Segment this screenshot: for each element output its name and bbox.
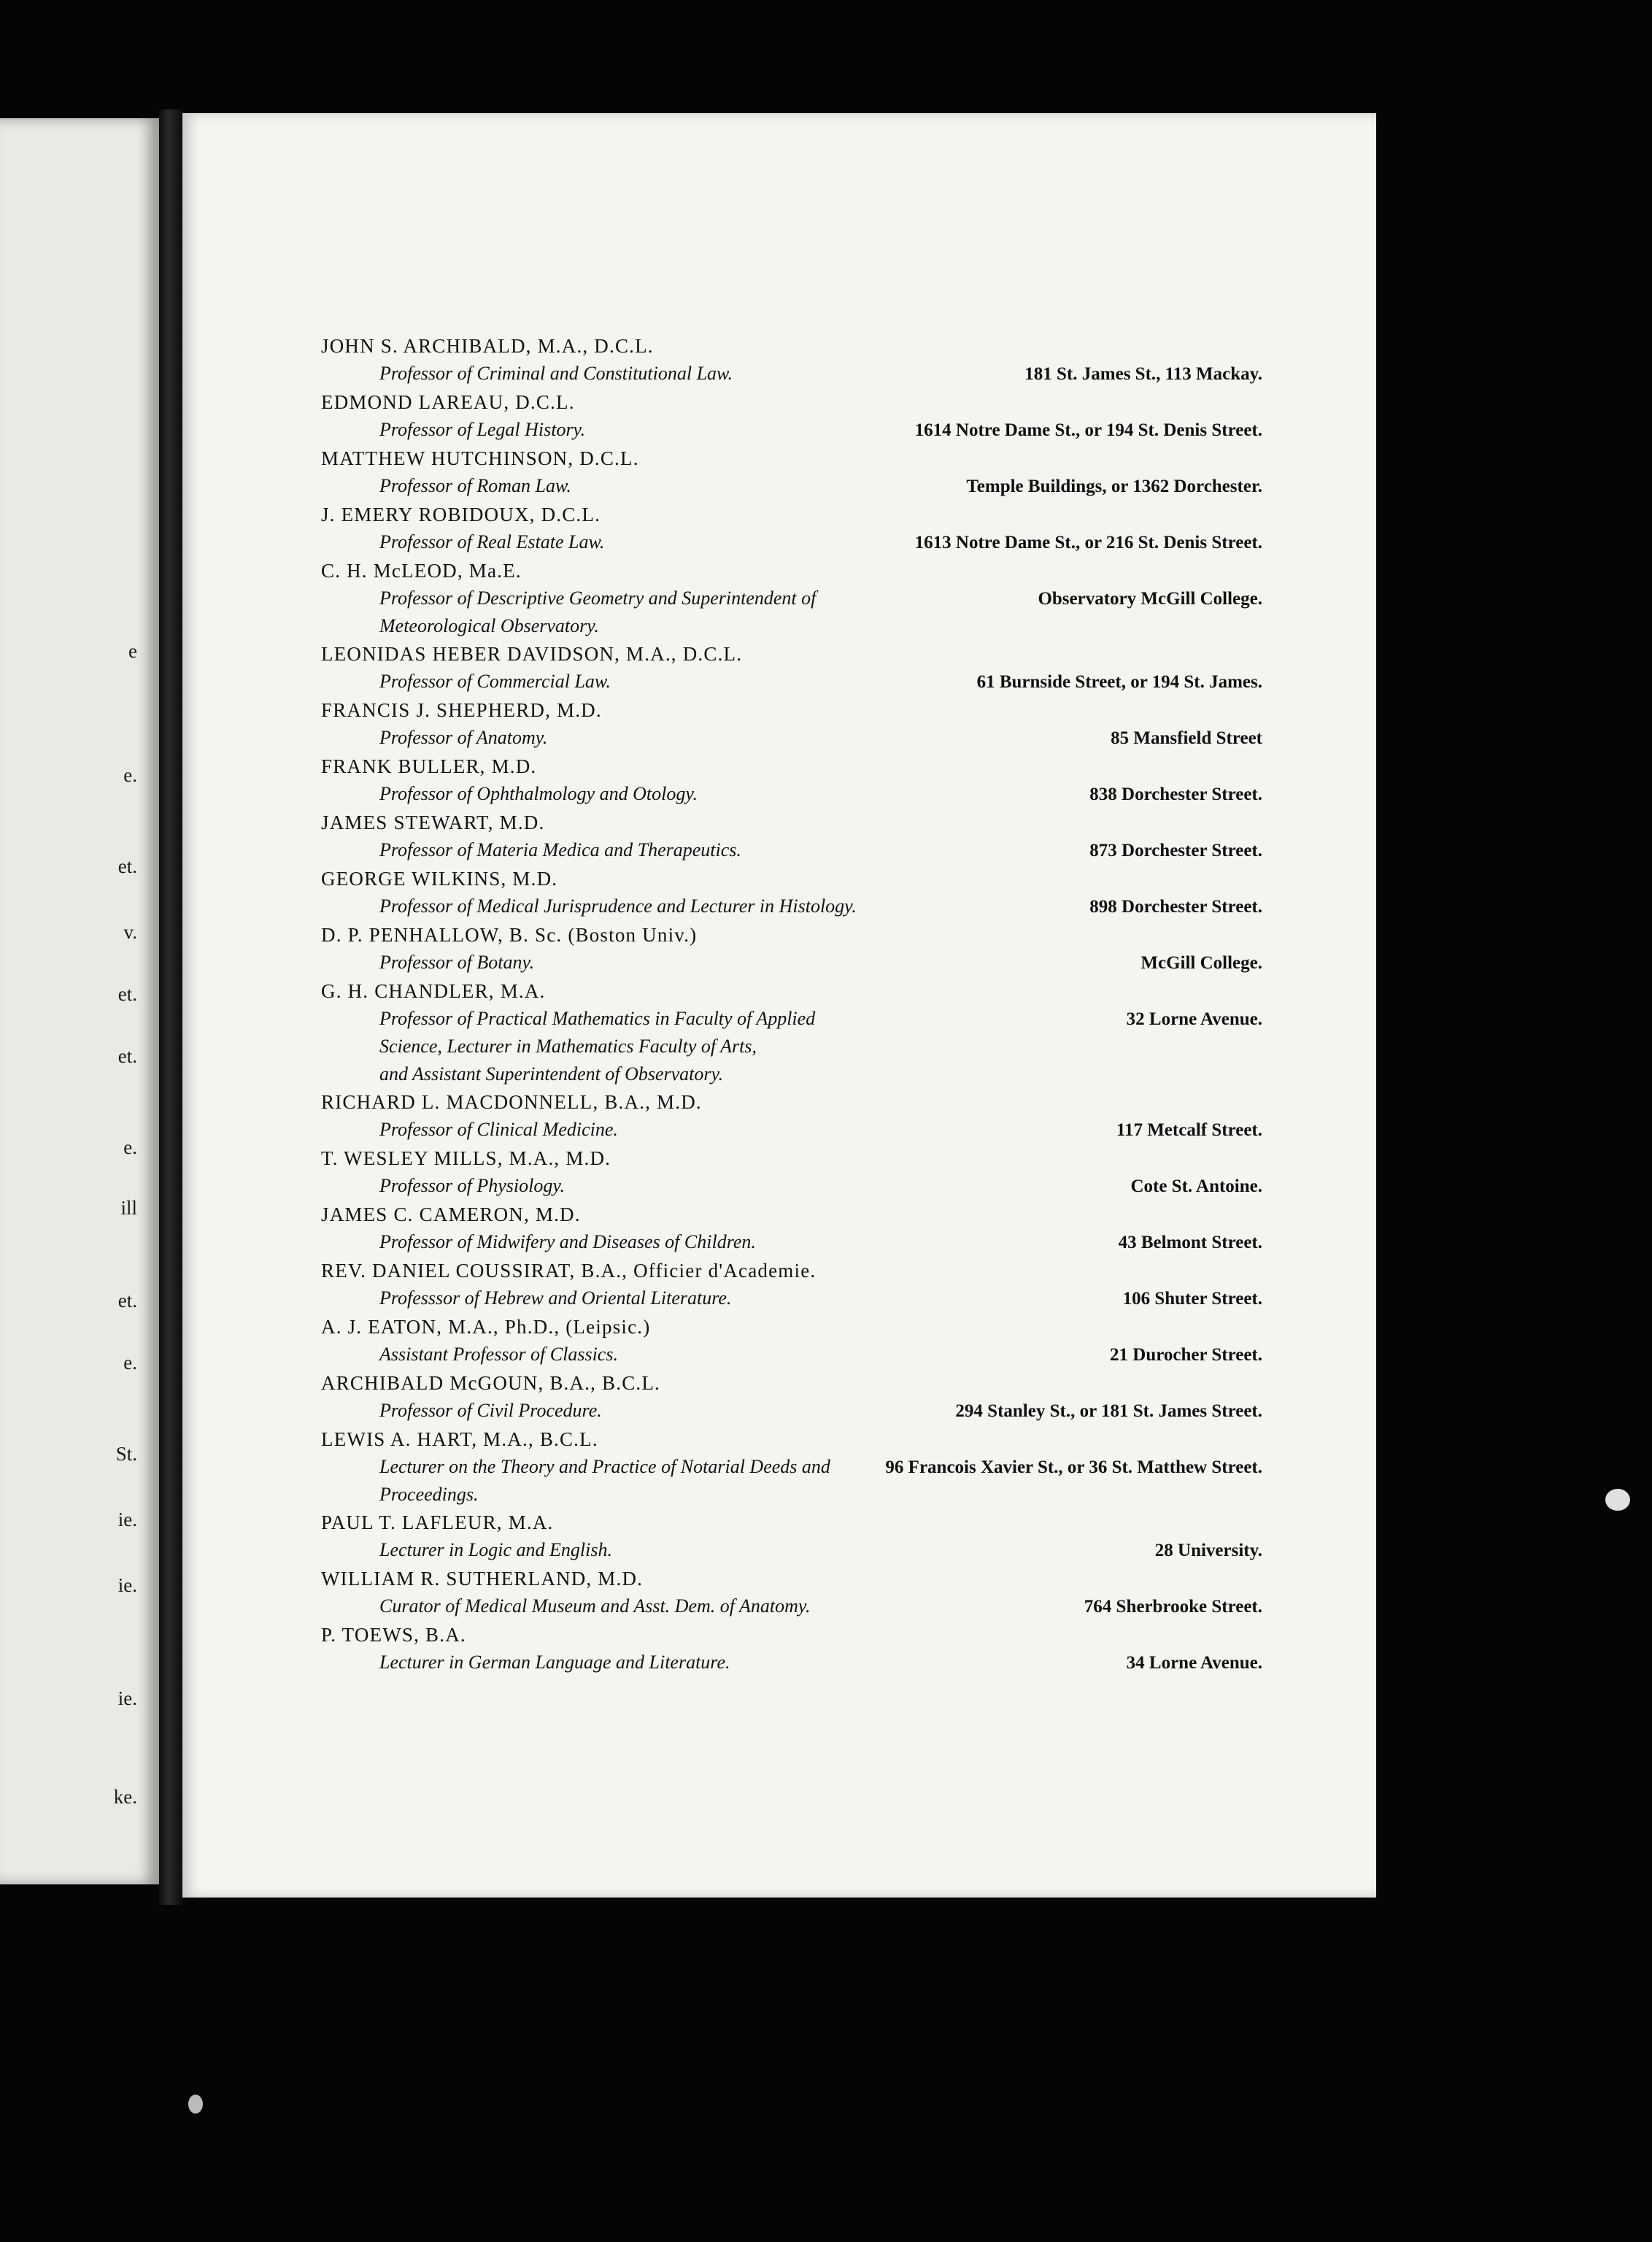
faculty-address: 34 Lorne Avenue. — [1126, 1653, 1262, 1673]
faculty-details — [321, 1649, 1262, 1677]
faculty-address: 61 Burnside Street, or 194 St. James. — [976, 672, 1262, 692]
faculty-details — [321, 780, 1262, 809]
faculty-address: 1613 Notre Dame St., or 216 St. Denis Street. — [914, 533, 1262, 552]
margin-fragment: e. — [123, 764, 137, 786]
faculty-entry — [321, 557, 1262, 640]
faculty-details — [321, 1284, 1262, 1313]
faculty-details — [321, 1005, 1262, 1088]
faculty-entry — [321, 501, 1262, 557]
faculty-address: Cote St. Antoine. — [1130, 1176, 1262, 1196]
faculty-details — [321, 1592, 1262, 1621]
faculty-title: Professor of Anatomy. — [379, 727, 548, 748]
faculty-details — [321, 1453, 1262, 1509]
faculty-details — [321, 668, 1262, 696]
faculty-title: Professor of Materia Medica and Therapeutics. — [379, 839, 741, 860]
faculty-details — [321, 585, 1262, 640]
faculty-entry — [321, 1621, 1262, 1677]
faculty-title: Professor of Midwifery and Diseases of Children. — [379, 1231, 756, 1252]
faculty-title: Professor of Physiology. — [379, 1175, 565, 1196]
faculty-address: 1614 Notre Dame St., or 194 St. Denis Street. — [914, 420, 1262, 440]
faculty-name: FRANCIS J. SHEPHERD, M.D. — [321, 699, 602, 721]
margin-fragment: e. — [123, 1352, 137, 1374]
faculty-details — [321, 528, 1262, 557]
faculty-details — [321, 1228, 1262, 1257]
scan-blemish — [188, 2095, 203, 2114]
faculty-title: Professor of Real Estate Law. — [379, 531, 605, 552]
margin-fragment: et. — [117, 1290, 137, 1311]
faculty-details — [321, 893, 1262, 921]
faculty-entry — [321, 809, 1262, 865]
faculty-address: Observatory McGill College. — [1038, 589, 1262, 609]
faculty-entry — [321, 865, 1262, 921]
margin-fragment: ill — [120, 1197, 137, 1219]
faculty-details — [321, 472, 1262, 501]
faculty-address: 873 Dorchester Street. — [1089, 841, 1262, 860]
margin-fragment: v. — [123, 921, 137, 943]
faculty-name: EDMOND LAREAU, D.C.L. — [321, 391, 575, 413]
faculty-title: Lecturer on the Theory and Practice of Notarial Deeds and Proceedings. — [379, 1456, 830, 1505]
faculty-name: PAUL T. LAFLEUR, M.A. — [321, 1511, 554, 1533]
faculty-name: T. WESLEY MILLS, M.A., M.D. — [321, 1147, 611, 1169]
faculty-title: Professor of Clinical Medicine. — [379, 1119, 618, 1140]
margin-fragment: e — [128, 640, 137, 662]
faculty-address: 181 St. James St., 113 Mackay. — [1024, 364, 1262, 384]
faculty-address: 96 Francois Xavier St., or 36 St. Matthew Street. — [885, 1457, 1262, 1477]
faculty-title: Professor of Legal History. — [379, 419, 586, 440]
faculty-title: Lecturer in German Language and Literature. — [379, 1652, 730, 1673]
faculty-entry — [321, 1088, 1262, 1144]
faculty-address: McGill College. — [1140, 953, 1262, 973]
book-gutter — [159, 109, 182, 1905]
faculty-name: JOHN S. ARCHIBALD, M.A., D.C.L. — [321, 335, 654, 357]
faculty-name: P. TOEWS, B.A. — [321, 1624, 466, 1646]
faculty-entry — [321, 1257, 1262, 1313]
faculty-name: JAMES C. CAMERON, M.D. — [321, 1203, 581, 1225]
margin-fragment: ke. — [113, 1786, 137, 1808]
faculty-entry — [321, 444, 1262, 501]
faculty-title: Professor of Civil Procedure. — [379, 1400, 602, 1421]
faculty-name: D. P. PENHALLOW, B. Sc. (Boston Univ.) — [321, 924, 698, 946]
margin-fragment: e. — [123, 1136, 137, 1158]
faculty-title: Professsor of Hebrew and Oriental Literature. — [379, 1287, 732, 1309]
faculty-name: LEONIDAS HEBER DAVIDSON, M.A., D.C.L. — [321, 643, 743, 665]
faculty-name: REV. DANIEL COUSSIRAT, B.A., Officier d'Academie. — [321, 1260, 817, 1282]
faculty-entry — [321, 696, 1262, 752]
faculty-details — [321, 416, 1262, 444]
faculty-title: Professor of Medical Jurisprudence and Lecturer in Histology. — [379, 895, 857, 917]
faculty-name: C. H. McLEOD, Ma.E. — [321, 560, 522, 582]
faculty-address: 898 Dorchester Street. — [1089, 897, 1262, 917]
faculty-name: G. H. CHANDLER, M.A. — [321, 980, 546, 1002]
faculty-entry — [321, 977, 1262, 1088]
margin-fragment: et. — [117, 1045, 137, 1067]
faculty-details — [321, 1341, 1262, 1369]
faculty-address: 28 University. — [1154, 1541, 1262, 1560]
margin-fragment: St. — [115, 1443, 137, 1465]
margin-fragment: et. — [117, 983, 137, 1005]
faculty-title: Lecturer in Logic and English. — [379, 1539, 612, 1560]
faculty-entry — [321, 332, 1262, 388]
faculty-address: 43 Belmont Street. — [1118, 1233, 1262, 1252]
faculty-entry — [321, 1144, 1262, 1201]
faculty-name: GEORGE WILKINS, M.D. — [321, 868, 558, 890]
faculty-entry — [321, 921, 1262, 977]
faculty-title: Professor of Ophthalmology and Otology. — [379, 783, 698, 804]
faculty-address: 32 Lorne Avenue. — [1126, 1009, 1262, 1029]
faculty-address: 106 Shuter Street. — [1122, 1289, 1262, 1309]
faculty-details — [321, 1536, 1262, 1565]
margin-fragment: ie. — [117, 1687, 137, 1709]
margin-fragment: ie. — [117, 1574, 137, 1596]
faculty-title: Assistant Professor of Classics. — [379, 1344, 618, 1365]
faculty-entry — [321, 388, 1262, 444]
faculty-entry — [321, 640, 1262, 696]
faculty-list — [321, 332, 1262, 1677]
scan-blemish — [1605, 1489, 1630, 1511]
faculty-entry — [321, 1369, 1262, 1425]
faculty-title: Professor of Commercial Law. — [379, 671, 611, 692]
faculty-address: 85 Mansfield Street — [1111, 728, 1262, 748]
faculty-title: Curator of Medical Museum and Asst. Dem. of Anatomy. — [379, 1595, 811, 1617]
faculty-details — [321, 949, 1262, 977]
faculty-address: 294 Stanley St., or 181 St. James Street. — [955, 1401, 1262, 1421]
faculty-entry — [321, 1509, 1262, 1565]
faculty-name: A. J. EATON, M.A., Ph.D., (Leipsic.) — [321, 1316, 651, 1338]
faculty-address: 117 Metcalf Street. — [1116, 1120, 1262, 1140]
faculty-name: FRANK BULLER, M.D. — [321, 755, 537, 777]
faculty-details — [321, 1116, 1262, 1144]
faculty-entry — [321, 1313, 1262, 1369]
faculty-details — [321, 836, 1262, 865]
faculty-title: Professor of Descriptive Geometry and Superintendent of Meteorological Observatory. — [379, 588, 817, 636]
faculty-name: LEWIS A. HART, M.A., B.C.L. — [321, 1428, 598, 1450]
faculty-address: 764 Sherbrooke Street. — [1084, 1597, 1262, 1617]
faculty-title: Professor of Roman Law. — [379, 475, 571, 496]
faculty-name: WILLIAM R. SUTHERLAND, M.D. — [321, 1568, 644, 1590]
faculty-name: RICHARD L. MACDONNELL, B.A., M.D. — [321, 1091, 702, 1113]
left-page-edge — [0, 118, 159, 1884]
faculty-address: 838 Dorchester Street. — [1089, 785, 1262, 804]
faculty-address: Temple Buildings, or 1362 Dorchester. — [966, 477, 1262, 496]
faculty-details — [321, 1172, 1262, 1201]
faculty-name: ARCHIBALD McGOUN, B.A., B.C.L. — [321, 1372, 661, 1394]
faculty-title: Professor of Criminal and Constitutional Law. — [379, 363, 733, 384]
margin-fragment: ie. — [117, 1509, 137, 1530]
faculty-details — [321, 360, 1262, 388]
faculty-entry — [321, 1201, 1262, 1257]
faculty-details — [321, 1397, 1262, 1425]
faculty-name: JAMES STEWART, M.D. — [321, 812, 545, 833]
faculty-title: Professor of Botany. — [379, 952, 535, 973]
faculty-entry — [321, 752, 1262, 809]
faculty-address: 21 Durocher Street. — [1110, 1345, 1262, 1365]
faculty-title: Professor of Practical Mathematics in Faculty of Applied Science, Lecturer in Mathematics Faculty of Arts, and Assistant Superintendent of Observatory. — [379, 1008, 816, 1085]
faculty-name: MATTHEW HUTCHINSON, D.C.L. — [321, 447, 639, 469]
faculty-details — [321, 724, 1262, 752]
faculty-entry — [321, 1425, 1262, 1509]
margin-fragment: et. — [117, 855, 137, 877]
faculty-entry — [321, 1565, 1262, 1621]
faculty-name: J. EMERY ROBIDOUX, D.C.L. — [321, 504, 601, 525]
